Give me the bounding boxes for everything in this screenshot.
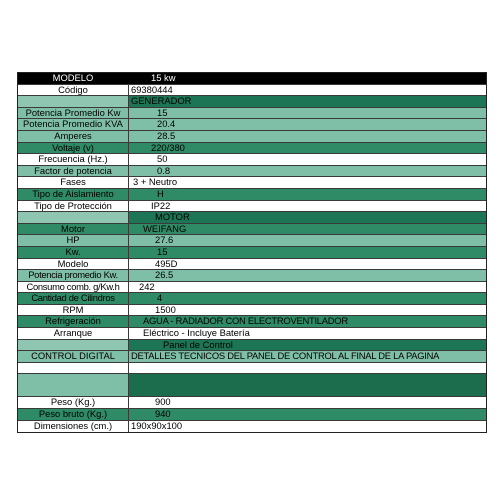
section-panel-title: Panel de Control	[129, 340, 486, 351]
spec-table	[17, 72, 487, 433]
gen-row-kw	[18, 108, 486, 120]
gen-row-protection	[18, 201, 486, 213]
physical-value: 190x90x100	[131, 420, 183, 431]
physical-row-weight	[18, 397, 486, 409]
gen-value: 0.8	[157, 165, 171, 176]
code-row	[18, 85, 486, 97]
physical-row-gross-weight	[18, 409, 486, 421]
section-generator-title: GENERADOR	[129, 96, 486, 107]
motor-value: 1500	[155, 304, 176, 315]
gen-value: 220/380	[151, 142, 185, 153]
physical-row-dimensions	[18, 421, 486, 433]
section-motor-left	[18, 212, 129, 223]
section-motor-title: MOTOR	[129, 212, 486, 223]
gen-label: Frecuencia (Hz.)	[18, 154, 129, 165]
physical-label: Dimensiones (cm.)	[18, 421, 129, 433]
motor-value: 27.6	[155, 235, 174, 246]
motor-label: Kw.	[18, 247, 129, 258]
motor-row-motor	[18, 224, 486, 236]
control-value: DETALLES TECNICOS DEL PANEL DE CONTROL AL FINAL DE LA PAGINA	[131, 351, 440, 362]
model-row	[18, 73, 486, 85]
gen-label: Factor de potencia	[18, 166, 129, 177]
motor-label: Cantidad de Cilindros	[18, 293, 129, 304]
gen-value: H	[157, 188, 164, 199]
motor-label: Arranque	[18, 328, 129, 339]
gen-label: Potencia Promedio Kw	[18, 108, 129, 119]
motor-value: AGUA - RADIADOR CON ELECTROVENTILADOR	[143, 316, 348, 327]
motor-label: Modelo	[18, 259, 129, 270]
motor-row-power	[18, 270, 486, 282]
gen-value: 28.5	[157, 130, 176, 141]
motor-label: Refrigeración	[18, 316, 129, 327]
physical-value: 940	[155, 409, 171, 420]
blank-cell	[18, 363, 129, 374]
motor-label: HP	[18, 235, 129, 246]
gen-label: Tipo de Aislamiento	[18, 189, 129, 200]
blank-cell	[129, 363, 486, 374]
motor-value: 15	[157, 246, 168, 257]
gen-value: 15	[157, 107, 168, 118]
motor-label: Consumo comb. g/Kw.h	[18, 282, 129, 293]
section-panel-left	[18, 340, 129, 351]
code-label: Código	[18, 85, 129, 96]
motor-label: RPM	[18, 305, 129, 316]
gen-value: 50	[157, 154, 168, 165]
motor-value: 495D	[155, 258, 178, 269]
gen-row-insulation	[18, 189, 486, 201]
code-value: 69380444	[131, 84, 173, 95]
gen-label: Voltaje (v)	[18, 143, 129, 154]
motor-label: Motor	[18, 224, 129, 235]
model-value: 15 kw	[151, 73, 176, 83]
gen-label: Amperes	[18, 131, 129, 142]
section-generator-left	[18, 96, 129, 107]
motor-row-start	[18, 328, 486, 340]
gen-row-power-factor	[18, 166, 486, 178]
motor-row-kw	[18, 247, 486, 259]
control-row	[18, 351, 486, 363]
physical-label: Peso (Kg.)	[18, 397, 129, 408]
gen-row-frequency	[18, 154, 486, 166]
motor-row-cooling	[18, 316, 486, 328]
gen-row-phases	[18, 177, 486, 189]
gen-value: 20.4	[157, 119, 176, 130]
separator-band	[18, 374, 486, 397]
physical-label: Peso bruto (Kg.)	[18, 409, 129, 420]
motor-row-model	[18, 259, 486, 271]
motor-row-consumption	[18, 282, 486, 294]
gen-label: Potencia Promedio KVA	[18, 119, 129, 130]
motor-label: Potencia promedio Kw.	[18, 270, 129, 281]
gen-label: Tipo de Protección	[18, 201, 129, 212]
physical-value: 900	[155, 397, 171, 408]
gen-row-voltage	[18, 143, 486, 155]
motor-value: 4	[157, 293, 163, 304]
motor-value: 242	[139, 281, 155, 292]
gen-value: IP22	[151, 200, 171, 211]
motor-row-rpm	[18, 305, 486, 317]
motor-value: WEIFANG	[143, 223, 187, 234]
motor-row-cylinders	[18, 293, 486, 305]
section-motor	[18, 212, 486, 224]
model-label: MODELO	[18, 73, 129, 84]
motor-value: Eléctrico - Incluye Batería	[143, 328, 250, 339]
section-generator	[18, 96, 486, 108]
gen-label: Fases	[18, 177, 129, 188]
control-label: CONTROL DIGITAL	[18, 351, 129, 362]
blank-row	[18, 363, 486, 375]
gen-row-amperes	[18, 131, 486, 143]
gen-row-kva	[18, 119, 486, 131]
separator-left	[18, 374, 129, 396]
motor-value: 26.5	[155, 270, 174, 281]
gen-value: 3 + Neutro	[133, 177, 178, 188]
separator-right	[129, 374, 486, 396]
motor-row-hp	[18, 235, 486, 247]
section-panel	[18, 340, 486, 352]
